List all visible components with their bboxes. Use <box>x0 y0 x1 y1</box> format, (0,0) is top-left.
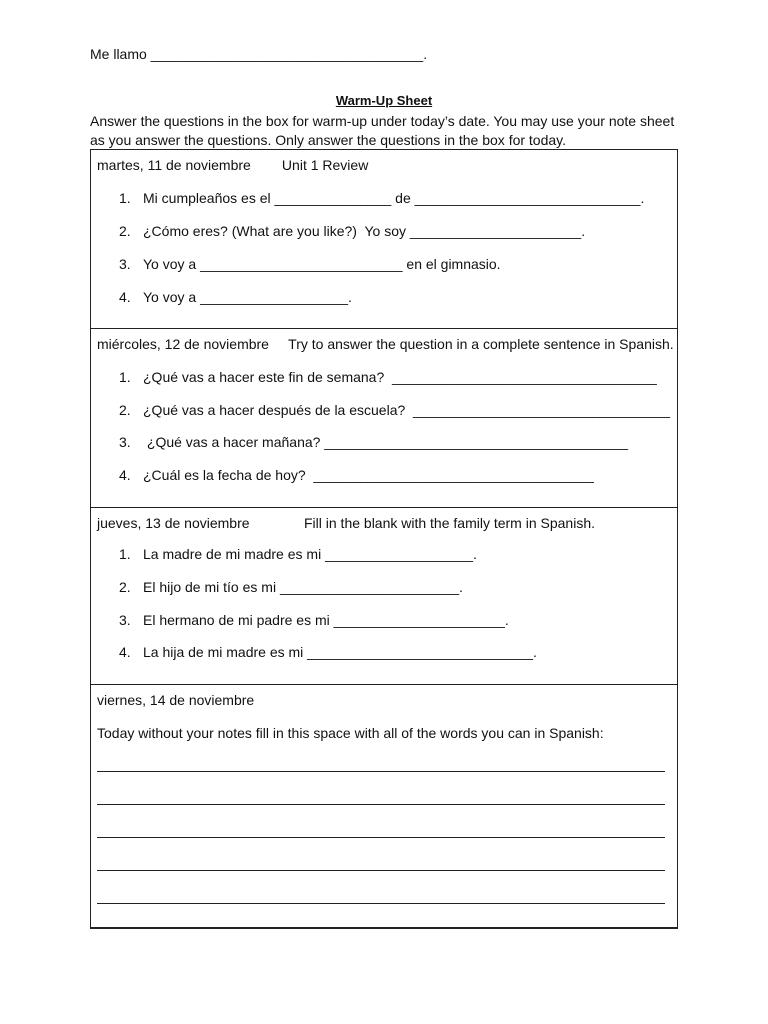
question-item[interactable]: 3. Yo voy a __________________________ en el gimnasio. <box>119 256 501 272</box>
writing-prompt: Today without your notes fill in this space with all of the words you can in Spanish: <box>97 725 604 741</box>
question-item[interactable]: 2. ¿Cómo eres? (What are you like?) Yo soy ______________________. <box>119 223 586 239</box>
day-heading: miércoles, 12 de noviembre Try to answer the question in a complete sentence in Spanish. <box>97 336 674 352</box>
writing-line[interactable] <box>97 870 665 871</box>
writing-line[interactable] <box>97 903 665 904</box>
day-heading: martes, 11 de noviembre Unit 1 Review <box>97 157 369 173</box>
question-item[interactable]: 1. La madre de mi madre es mi ___________________. <box>119 546 477 562</box>
question-item[interactable]: 4. Yo voy a ___________________. <box>119 289 352 305</box>
day-box-viernes <box>90 684 678 929</box>
page-title: Warm-Up Sheet <box>335 93 433 108</box>
writing-line[interactable] <box>97 837 665 838</box>
question-item[interactable]: 3. ¿Qué vas a hacer mañana? _______________________________________ <box>119 434 628 450</box>
question-item[interactable]: 1. ¿Qué vas a hacer este fin de semana? __________________________________ <box>119 369 657 385</box>
instructions-text: Answer the questions in the box for warm-up under today’s date. You may use your note sheet as you answer the questions. Only answer the questions in the box for today. <box>90 113 675 148</box>
writing-line[interactable] <box>97 804 665 805</box>
day-box-martes <box>90 149 678 329</box>
question-item[interactable]: 2. ¿Qué vas a hacer después de la escuela? _________________________________ <box>119 402 670 418</box>
writing-line[interactable] <box>97 771 665 772</box>
question-item[interactable]: 2. El hijo de mi tío es mi _______________________. <box>119 579 463 595</box>
question-item[interactable]: 1. Mi cumpleaños es el _______________ de _____________________________. <box>119 190 645 206</box>
day-box-miercoles <box>90 328 678 508</box>
name-field-line[interactable]: Me llamo ___________________________________. <box>90 46 428 62</box>
day-heading: jueves, 13 de noviembre Fill in the blank with the family term in Spanish. <box>97 515 596 531</box>
day-box-jueves <box>90 507 678 685</box>
question-item[interactable]: 4. ¿Cuál es la fecha de hoy? ____________________________________ <box>119 467 594 483</box>
day-heading: viernes, 14 de noviembre <box>97 692 255 708</box>
question-item[interactable]: 3. El hermano de mi padre es mi ______________________. <box>119 612 509 628</box>
question-item[interactable]: 4. La hija de mi madre es mi _____________________________. <box>119 644 537 660</box>
